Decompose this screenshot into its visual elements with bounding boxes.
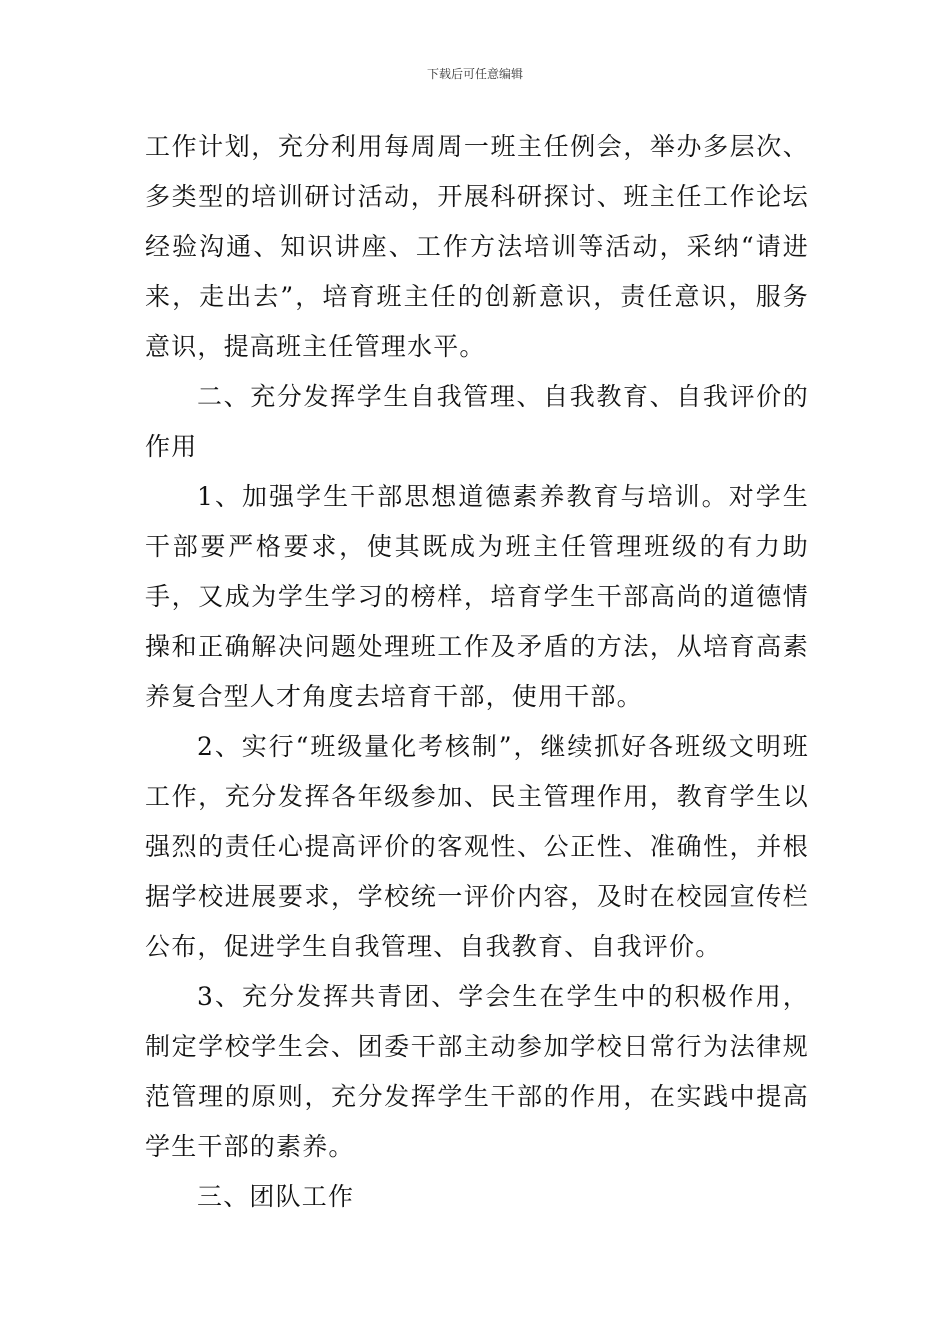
- document-body: [145, 122, 809, 1222]
- section-heading-3: 三、团队工作: [197, 1182, 355, 1211]
- paragraph-item-3: 3、充分发挥共青团、学会生在学生中的积极作用，制定学校学生会、团委干部主动参加学校日常行为法律规范管理的原则，充分发挥学生干部的作用，在实践中提高学生干部的素养。: [145, 982, 809, 1161]
- paragraph-continuation: 工作计划，充分利用每周周一班主任例会，举办多层次、多类型的培训研讨活动，开展科研探讨、班主任工作论坛经验沟通、知识讲座、工作方法培训等活动，采纳“请进来，走出去”，培育班主任的创新意识，责任意识，服务意识，提高班主任管理水平。: [145, 132, 809, 361]
- paragraph-item-1: 1、加强学生干部思想道德素养教育与培训。对学生干部要严格要求，使其既成为班主任管理班级的有力助手，又成为学生学习的榜样，培育学生干部高尚的道德情操和正确解决问题处理班工作及矛盾的方法，从培育高素养复合型人才角度去培育干部，使用干部。: [145, 482, 809, 711]
- paragraph-item-2: 2、实行“班级量化考核制”，继续抓好各班级文明班工作，充分发挥各年级参加、民主管理作用，教育学生以强烈的责任心提高评价的客观性、公正性、准确性，并根据学校进展要求，学校统一评价内容，及时在校园宣传栏公布，促进学生自我管理、自我教育、自我评价。: [145, 732, 809, 961]
- page-header-note: 下载后可任意编辑: [426, 67, 523, 81]
- section-heading-2: 二、充分发挥学生自我管理、自我教育、自我评价的作用: [145, 382, 809, 461]
